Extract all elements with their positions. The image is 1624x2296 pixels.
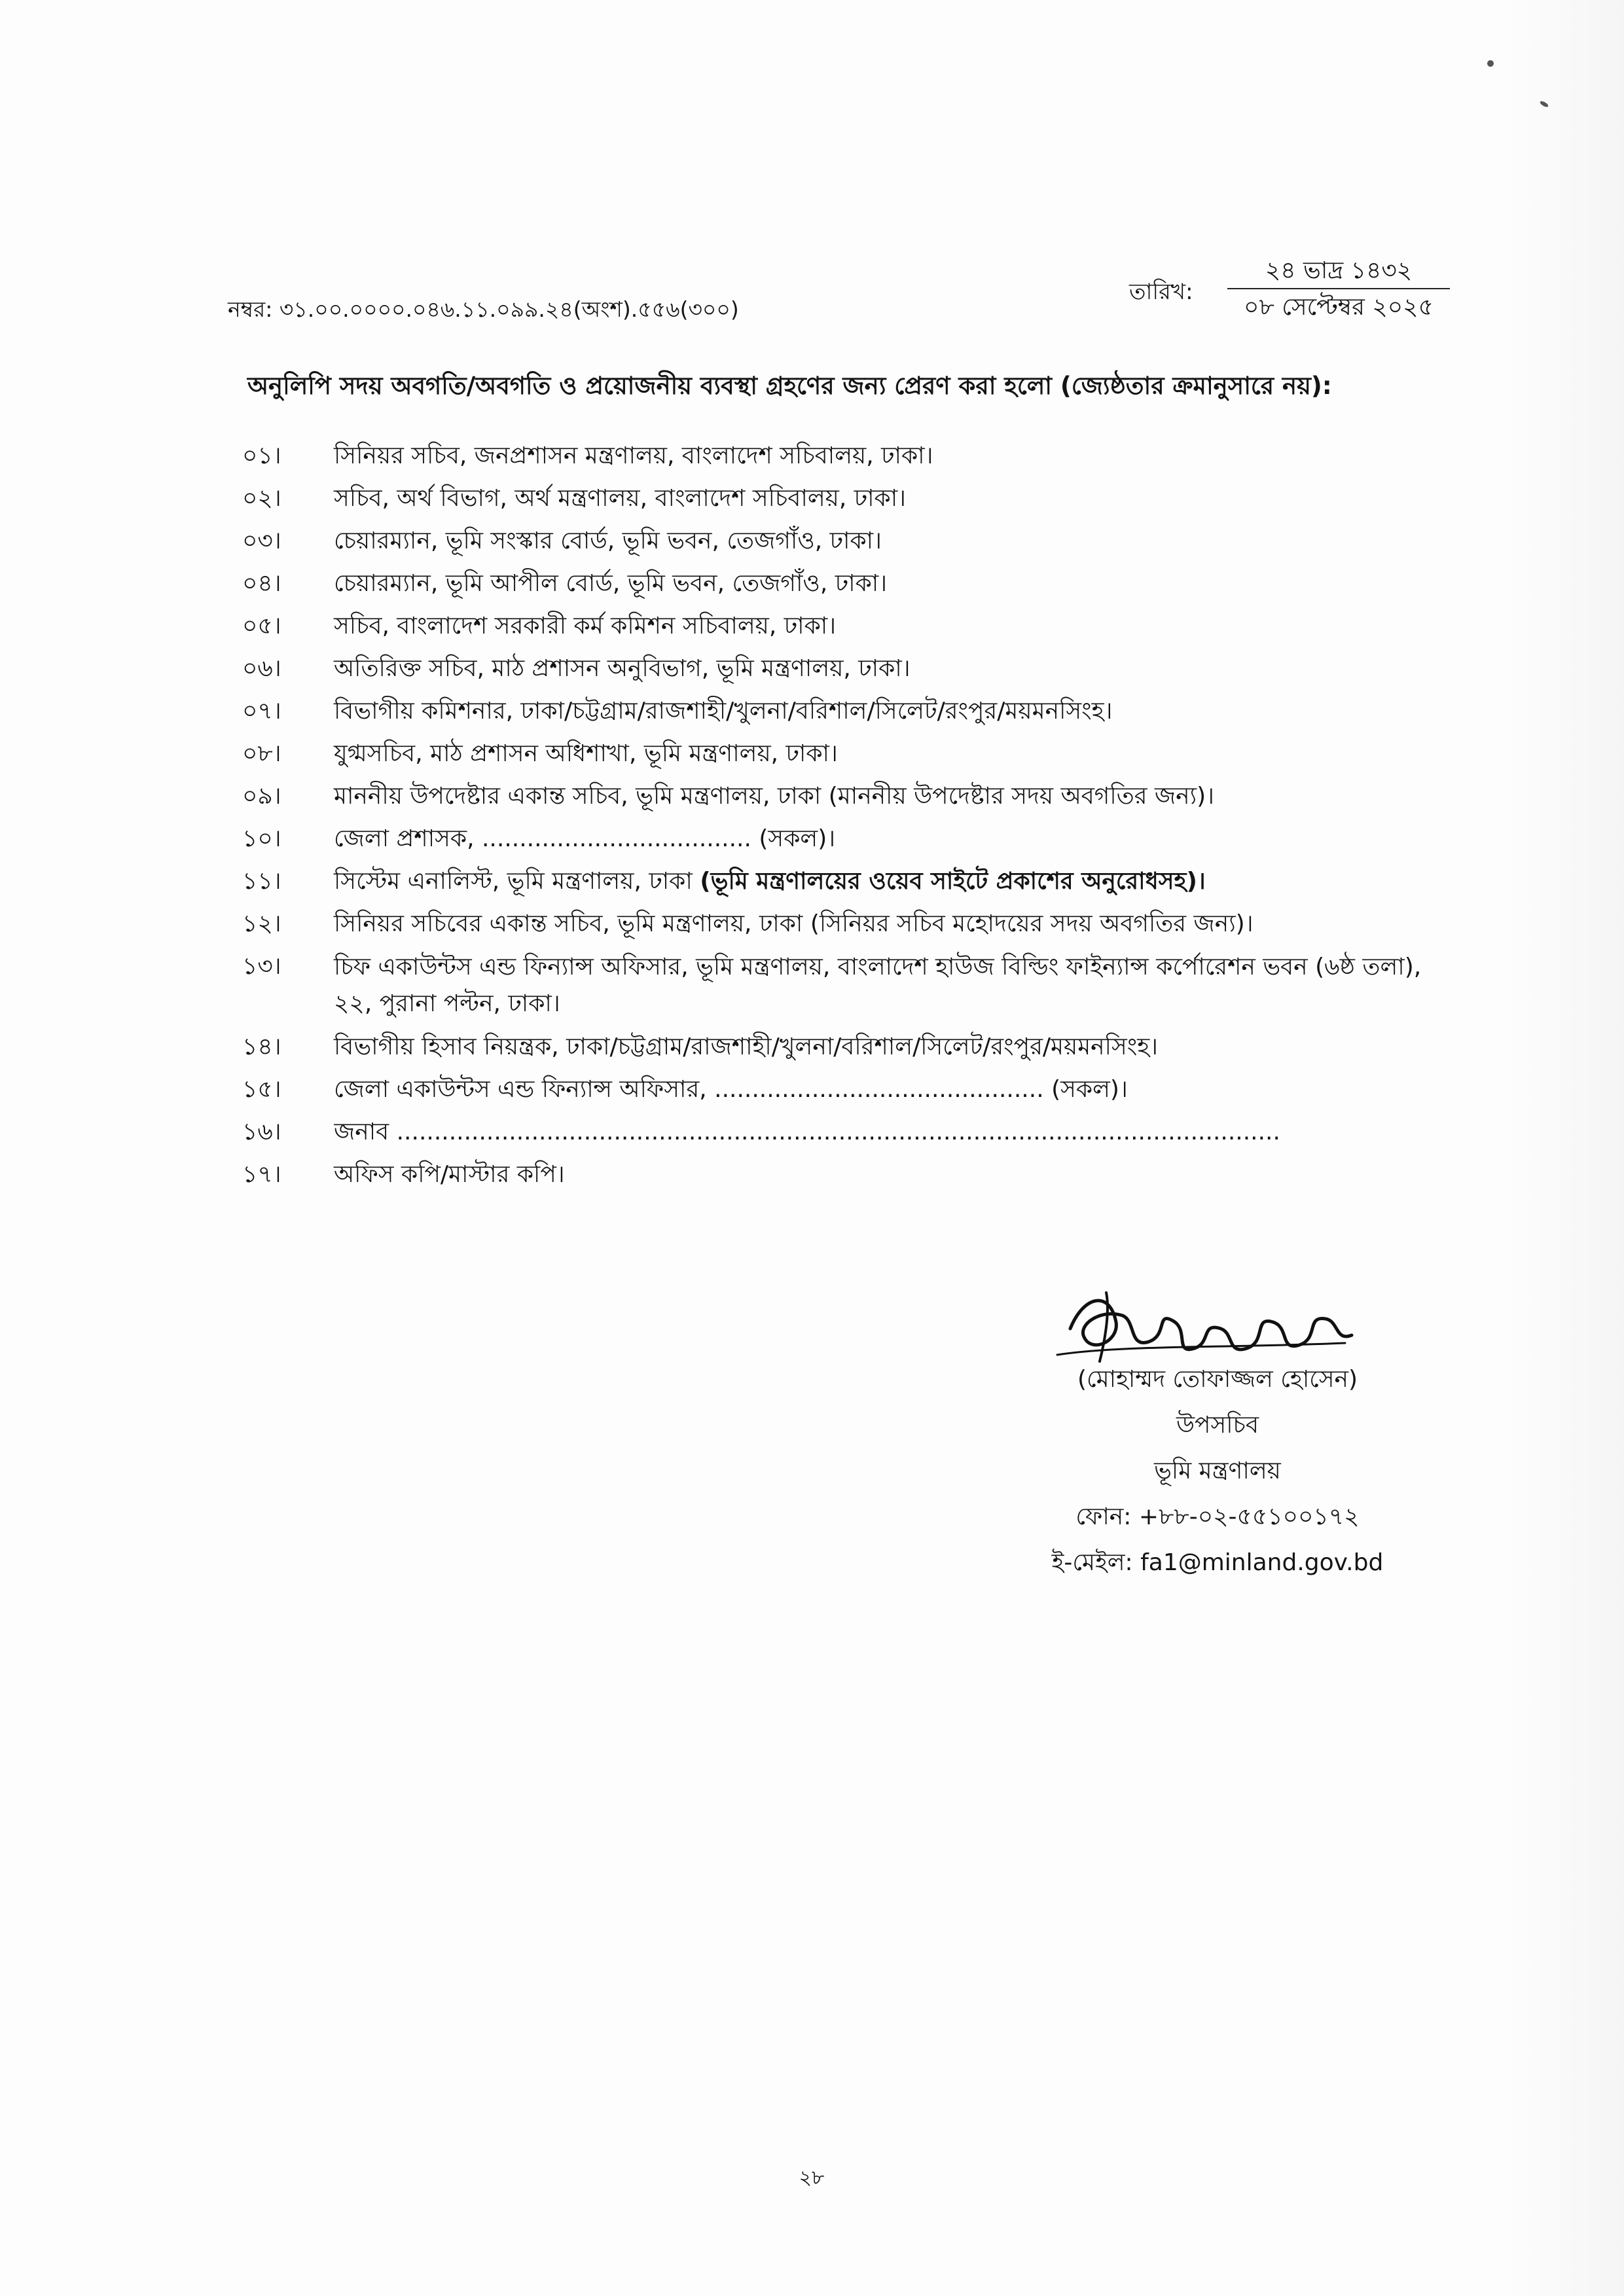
date-bangla: ২৪ ভাদ্র ১৪৩২ <box>1265 257 1413 284</box>
signatory-office: ভূমি মন্ত্রণালয় <box>1154 1458 1281 1484</box>
list-item <box>242 1072 1434 1107</box>
list-item <box>242 736 1434 772</box>
memo-number: নম্বর: ৩১.০০.০০০০.০৪৬.১১.০৯৯.২৪(অংশ).৫৫৬(৩০০) <box>228 296 739 322</box>
item-text: মাননীয় উপদেষ্টার একান্ত সচিব, ভূমি মন্ত্রণালয়, ঢাকা (মাননীয় উপদেষ্টার সদয় অবগতির জন্য)। <box>334 783 1215 810</box>
item-text: বিভাগীয় হিসাব নিয়ন্ত্রক, ঢাকা/চট্টগ্রাম/রাজশাহী/খুলনা/বরিশাল/সিলেট/রংপুর/ময়মনসিংহ। <box>334 1033 1159 1060</box>
item-text: যুগ্মসচিব, মাঠ প্রশাসন অধিশাখা, ভূমি মন্ত্রণালয়, ঢাকা। <box>334 740 838 767</box>
item-text: সিনিয়র সচিবের একান্ত সচিব, ভূমি মন্ত্রণালয়, ঢাকা (সিনিয়র সচিব মহোদয়ের সদয় অবগতির জন্য)। <box>334 910 1254 937</box>
item-number: ০৮। <box>242 740 281 767</box>
item-text: চেয়ারম্যান, ভূমি সংস্কার বোর্ড, ভূমি ভবন, তেজগাঁও, ঢাকা। <box>334 528 882 554</box>
item-text: চেয়ারম্যান, ভূমি আপীল বোর্ড, ভূমি ভবন, তেজগাঁও, ঢাকা। <box>334 570 888 597</box>
signatory-name: (মোহাম্মদ তোফাজ্জল হোসেন) <box>1077 1366 1358 1393</box>
date-label: তারিখ: <box>1129 279 1193 305</box>
recipient-list <box>242 439 1434 1200</box>
date-divider <box>1227 288 1450 289</box>
item-number: ০১। <box>242 442 281 469</box>
item-text: জেলা একাউন্টস এন্ড ফিন্যান্স অফিসার, ............................................ (সকল)। <box>334 1076 1128 1103</box>
signatory-phone: ফোন: +৮৮-০২-৫৫১০০১৭২ <box>1075 1503 1360 1530</box>
item-number: ১০। <box>242 825 281 852</box>
item-number: ১৭। <box>242 1161 281 1188</box>
item-number: ০২। <box>242 485 281 512</box>
item-text: সিনিয়র সচিব, জনপ্রশাসন মন্ত্রণালয়, বাংলাদেশ সচিবালয়, ঢাকা। <box>334 442 933 469</box>
item-number: ১৬। <box>242 1119 281 1145</box>
item-number: ১৫। <box>242 1076 281 1103</box>
item-text: অফিস কপি/মাস্টার কপি। <box>334 1161 565 1188</box>
list-item <box>242 1115 1434 1150</box>
list-item <box>242 1030 1434 1065</box>
list-item <box>242 524 1434 559</box>
item-number: ০৪। <box>242 570 281 597</box>
item-number: ০৩। <box>242 528 281 554</box>
list-item <box>242 481 1434 516</box>
item-text: সচিব, অর্থ বিভাগ, অর্থ মন্ত্রণালয়, বাংলাদেশ সচিবালয়, ঢাকা। <box>334 485 907 512</box>
list-item <box>242 439 1434 474</box>
item-number: ১৩। <box>242 953 281 980</box>
date-english: ০৮ সেপ্টেম্বর ২০২৫ <box>1244 294 1434 321</box>
page-number: ২৮ <box>799 2166 825 2189</box>
distribution-heading: অনুলিপি সদয় অবগতি/অবগতি ও প্রয়োজনীয় ব্যবস্থা গ্রহণের জন্য প্রেরণ করা হলো (জ্যেষ্ঠতার ক্রমানুসারে নয়): <box>247 372 1332 400</box>
scan-speck <box>1486 59 1495 68</box>
item-number: ১২। <box>242 910 281 937</box>
scan-edge-shadow <box>1506 0 1624 2296</box>
list-item <box>242 651 1434 687</box>
item-text: বিভাগীয় কমিশনার, ঢাকা/চট্টগ্রাম/রাজশাহী/খুলনা/বরিশাল/সিলেট/রংপুর/ময়মনসিংহ। <box>334 698 1113 725</box>
list-item <box>242 821 1434 857</box>
item-text: সিস্টেম এনালিস্ট, ভূমি মন্ত্রণালয়, ঢাকা <box>334 868 700 895</box>
list-item <box>242 864 1434 899</box>
item-number: ১৪। <box>242 1033 281 1060</box>
list-item <box>242 779 1434 814</box>
signature-block <box>982 1283 1440 1584</box>
date-block <box>1129 257 1456 335</box>
list-item <box>242 1157 1434 1193</box>
list-item <box>242 906 1434 942</box>
item-number: ০৭। <box>242 698 281 725</box>
item-text: জেলা প্রশাসক, .................................... (সকল)। <box>334 825 836 852</box>
list-item <box>242 694 1434 729</box>
signatory-email: ই-মেইল: fa1@minland.gov.bd <box>1051 1549 1384 1576</box>
item-text: অতিরিক্ত সচিব, মাঠ প্রশাসন অনুবিভাগ, ভূমি মন্ত্রণালয়, ঢাকা। <box>334 655 911 682</box>
item-text: সচিব, বাংলাদেশ সরকারী কর্ম কমিশন সচিবালয়, ঢাকা। <box>334 613 837 639</box>
item-text-group <box>334 864 1434 899</box>
item-number: ১১। <box>242 868 281 895</box>
item-text: জনাব ...................................................................................................................... <box>334 1119 1280 1145</box>
list-item <box>242 609 1434 644</box>
item-text: চিফ একাউন্টস এন্ড ফিন্যান্স অফিসার, ভূমি মন্ত্রণালয়, বাংলাদেশ হাউজ বিল্ডিং ফাইন্যান্স কর্পোরেশন ভবন (৬ষ্ঠ তলা), ২২, পুরানা পল্টন, ঢাকা। <box>334 954 1422 1017</box>
signatory-designation: উপসচিব <box>1176 1412 1259 1439</box>
list-item <box>242 949 1434 1022</box>
item-text-bold: (ভূমি মন্ত্রণালয়ের ওয়েব সাইটে প্রকাশের অনুরোধসহ)। <box>700 868 1206 895</box>
item-number: ০৫। <box>242 613 281 639</box>
item-number: ০৬। <box>242 655 281 682</box>
item-number: ০৯। <box>242 783 281 810</box>
list-item <box>242 566 1434 601</box>
